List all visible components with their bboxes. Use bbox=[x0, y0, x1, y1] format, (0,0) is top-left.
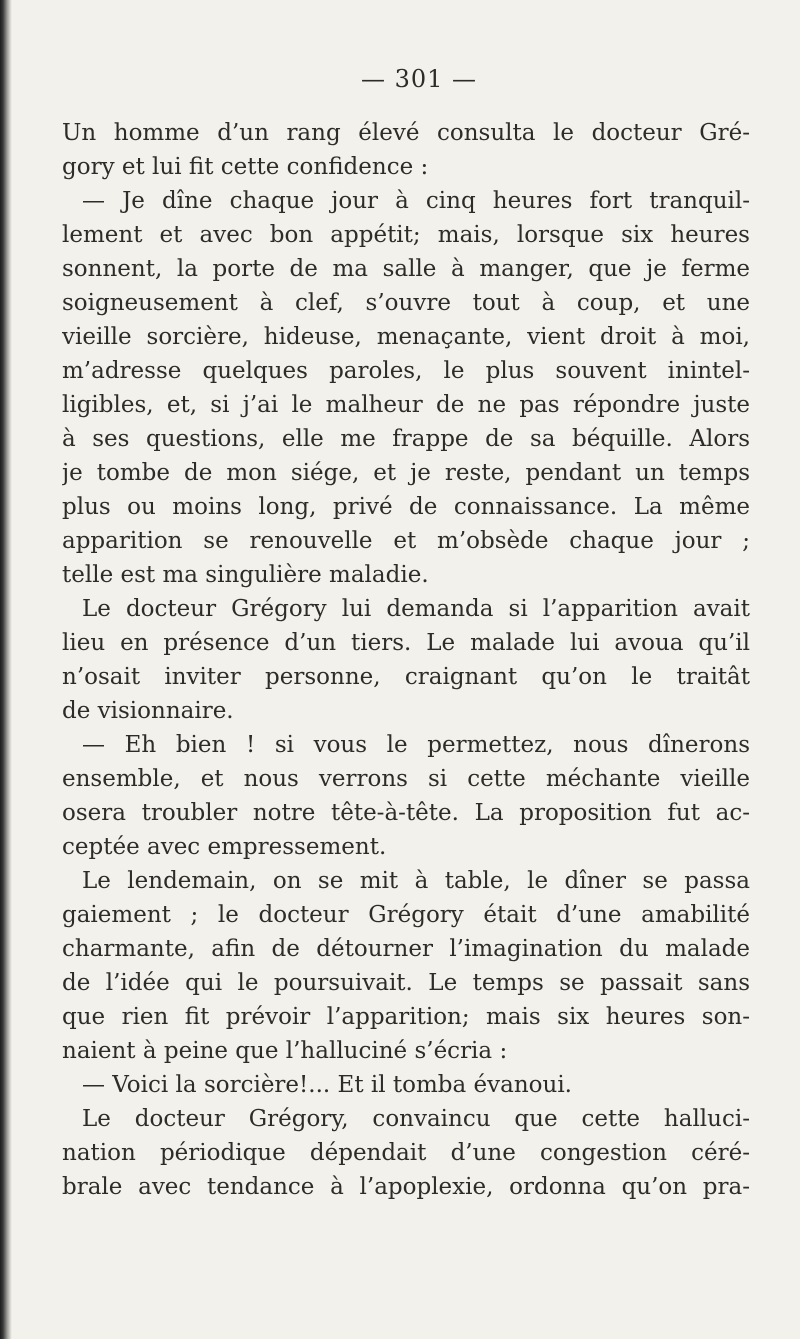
text-line: apparition se renouvelle et m’obsède chaque jour ; bbox=[62, 528, 750, 554]
text-line: Le lendemain, on se mit à table, le dîner se passa bbox=[82, 868, 750, 894]
text-line: lement et avec bon appétit; mais, lorsque six heures bbox=[62, 222, 750, 248]
text-line: gaiement ; le docteur Grégory était d’une amabilité bbox=[62, 902, 750, 928]
text-line: ligibles, et, si j’ai le malheur de ne pas répondre juste bbox=[62, 392, 750, 418]
text-line: nation périodique dépendait d’une congestion céré- bbox=[62, 1140, 750, 1166]
text-line: Un homme d’un rang élevé consulta le docteur Gré- bbox=[62, 120, 750, 146]
text-line: à ses questions, elle me frappe de sa béquille. Alors bbox=[62, 426, 750, 452]
text-line: — Je dîne chaque jour à cinq heures fort tranquil- bbox=[82, 188, 750, 214]
body-text bbox=[62, 116, 750, 1204]
text-line: gory et lui fit cette confidence : bbox=[62, 154, 429, 180]
text-line: lieu en présence d’un tiers. Le malade lui avoua qu’il bbox=[62, 630, 750, 656]
text-line: Le docteur Grégory, convaincu que cette halluci- bbox=[82, 1106, 750, 1132]
text-line: naient à peine que l’halluciné s’écria : bbox=[62, 1038, 508, 1064]
binding-edge bbox=[0, 0, 12, 1339]
text-line: je tombe de mon siége, et je reste, pendant un temps bbox=[62, 460, 750, 486]
text-line: brale avec tendance à l’apoplexie, ordonna qu’on pra- bbox=[62, 1174, 750, 1200]
text-line: vieille sorcière, hideuse, menaçante, vient droit à moi, bbox=[62, 324, 750, 350]
text-line: de visionnaire. bbox=[62, 698, 234, 724]
text-line: charmante, afin de détourner l’imagination du malade bbox=[62, 936, 750, 962]
text-line: telle est ma singulière maladie. bbox=[62, 562, 429, 588]
text-line: plus ou moins long, privé de connaissance. La même bbox=[62, 494, 750, 520]
text-line: n’osait inviter personne, craignant qu’on le traitât bbox=[62, 664, 750, 690]
text-line: ensemble, et nous verrons si cette méchante vieille bbox=[62, 766, 750, 792]
text-line: m’adresse quelques paroles, le plus souvent inintel- bbox=[62, 358, 750, 384]
text-line: soigneusement à clef, s’ouvre tout à coup, et une bbox=[62, 290, 750, 316]
text-line: osera troubler notre tête-à-tête. La proposition fut ac- bbox=[62, 800, 750, 826]
text-line: ceptée avec empressement. bbox=[62, 834, 387, 860]
page-number: — 301 — bbox=[360, 65, 478, 93]
text-line: sonnent, la porte de ma salle à manger, que je ferme bbox=[62, 256, 750, 282]
text-line: Le docteur Grégory lui demanda si l’apparition avait bbox=[82, 596, 750, 622]
text-line: de l’idée qui le poursuivait. Le temps se passait sans bbox=[62, 970, 750, 996]
text-line: — Eh bien ! si vous le permettez, nous dînerons bbox=[82, 732, 750, 758]
book-page bbox=[62, 62, 750, 1204]
text-line: que rien fit prévoir l’apparition; mais six heures son- bbox=[62, 1004, 750, 1030]
text-line: — Voici la sorcière!... Et il tomba évanoui. bbox=[82, 1072, 572, 1098]
